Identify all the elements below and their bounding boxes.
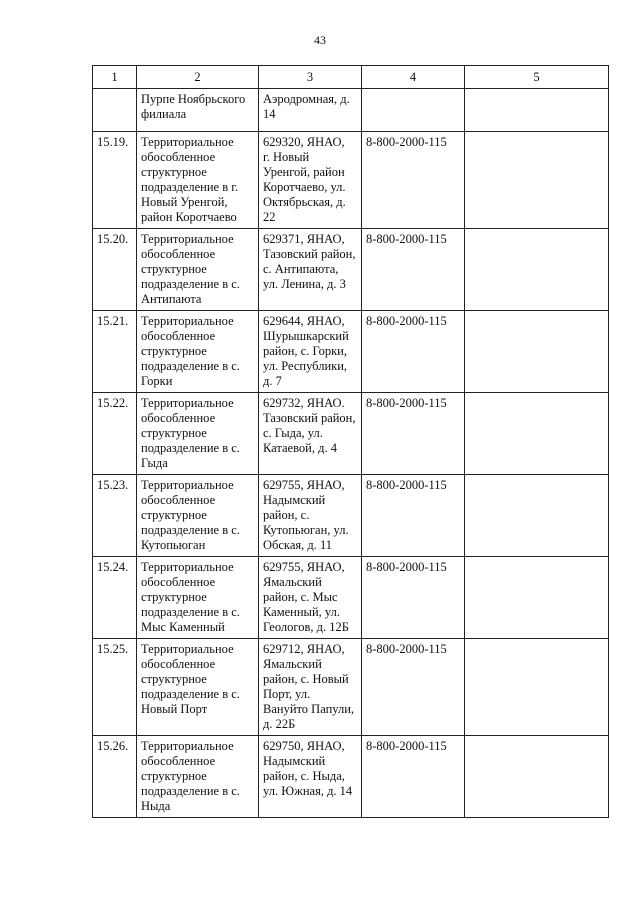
cell-extra: [465, 736, 609, 818]
cell-extra: [465, 229, 609, 311]
page-number: 43: [314, 33, 326, 47]
cell-phone: 8-800-2000-115: [362, 311, 465, 393]
cell-phone: 8-800-2000-115: [362, 736, 465, 818]
table-row: [93, 736, 609, 818]
cell-address: Аэродромная, д. 14: [259, 89, 362, 132]
cell-name: Территориальное обособленное структурное подразделение в г. Новый Уренгой, район Коротчаево: [137, 132, 259, 229]
cell-extra: [465, 89, 609, 132]
column-header-5: 5: [465, 66, 609, 89]
cell-num: [93, 89, 137, 132]
cell-name: Территориальное обособленное структурное подразделение в с. Ныда: [137, 736, 259, 818]
cell-extra: [465, 132, 609, 229]
cell-extra: [465, 311, 609, 393]
table-row: [93, 475, 609, 557]
cell-num: 15.21.: [93, 311, 137, 393]
cell-extra: [465, 557, 609, 639]
cell-num: 15.19.: [93, 132, 137, 229]
cell-phone: 8-800-2000-115: [362, 393, 465, 475]
cell-address: 629712, ЯНАО, Ямальский район, с. Новый Порт, ул. Вануйто Папули, д. 22Б: [259, 639, 362, 736]
cell-address: 629755, ЯНАО, Надымский район, с. Кутопьюган, ул. Обская, д. 11: [259, 475, 362, 557]
column-header-1: 1: [93, 66, 137, 89]
cell-address: 629644, ЯНАО, Шурышкарский район, с. Горки, ул. Республики, д. 7: [259, 311, 362, 393]
table-row: [93, 132, 609, 229]
cell-name: Территориальное обособленное структурное подразделение в с. Мыс Каменный: [137, 557, 259, 639]
table-row-continuation: [93, 89, 609, 132]
table-header-row: [93, 66, 609, 89]
table-row: [93, 557, 609, 639]
cell-phone: 8-800-2000-115: [362, 132, 465, 229]
cell-extra: [465, 475, 609, 557]
cell-name: Пурпе Ноябрьского филиала: [137, 89, 259, 132]
cell-address: 629371, ЯНАО, Тазовский район, с. Антипаюта, ул. Ленина, д. 3: [259, 229, 362, 311]
column-header-2: 2: [137, 66, 259, 89]
cell-num: 15.25.: [93, 639, 137, 736]
cell-name: Территориальное обособленное структурное подразделение в с. Кутопьюган: [137, 475, 259, 557]
table-row: [93, 393, 609, 475]
cell-num: 15.22.: [93, 393, 137, 475]
column-header-3: 3: [259, 66, 362, 89]
cell-address: 629755, ЯНАО, Ямальский район, с. Мыс Каменный, ул. Геологов, д. 12Б: [259, 557, 362, 639]
cell-num: 15.26.: [93, 736, 137, 818]
cell-address: 629320, ЯНАО, г. Новый Уренгой, район Коротчаево, ул. Октябрьская, д. 22: [259, 132, 362, 229]
cell-phone: 8-800-2000-115: [362, 229, 465, 311]
cell-name: Территориальное обособленное структурное подразделение в с. Антипаюта: [137, 229, 259, 311]
cell-address: 629732, ЯНАО. Тазовский район, с. Гыда, ул. Катаевой, д. 4: [259, 393, 362, 475]
offices-table: [92, 65, 609, 818]
cell-num: 15.20.: [93, 229, 137, 311]
cell-num: 15.23.: [93, 475, 137, 557]
cell-name: Территориальное обособленное структурное подразделение в с. Гыда: [137, 393, 259, 475]
cell-name: Территориальное обособленное структурное подразделение в с. Новый Порт: [137, 639, 259, 736]
column-header-4: 4: [362, 66, 465, 89]
table-row: [93, 639, 609, 736]
table-row: [93, 229, 609, 311]
cell-address: 629750, ЯНАО, Надымский район, с. Ныда, ул. Южная, д. 14: [259, 736, 362, 818]
table-row: [93, 311, 609, 393]
cell-phone: 8-800-2000-115: [362, 557, 465, 639]
cell-num: 15.24.: [93, 557, 137, 639]
cell-name: Территориальное обособленное структурное подразделение в с. Горки: [137, 311, 259, 393]
cell-extra: [465, 639, 609, 736]
cell-phone: 8-800-2000-115: [362, 639, 465, 736]
cell-phone: [362, 89, 465, 132]
cell-extra: [465, 393, 609, 475]
cell-phone: 8-800-2000-115: [362, 475, 465, 557]
